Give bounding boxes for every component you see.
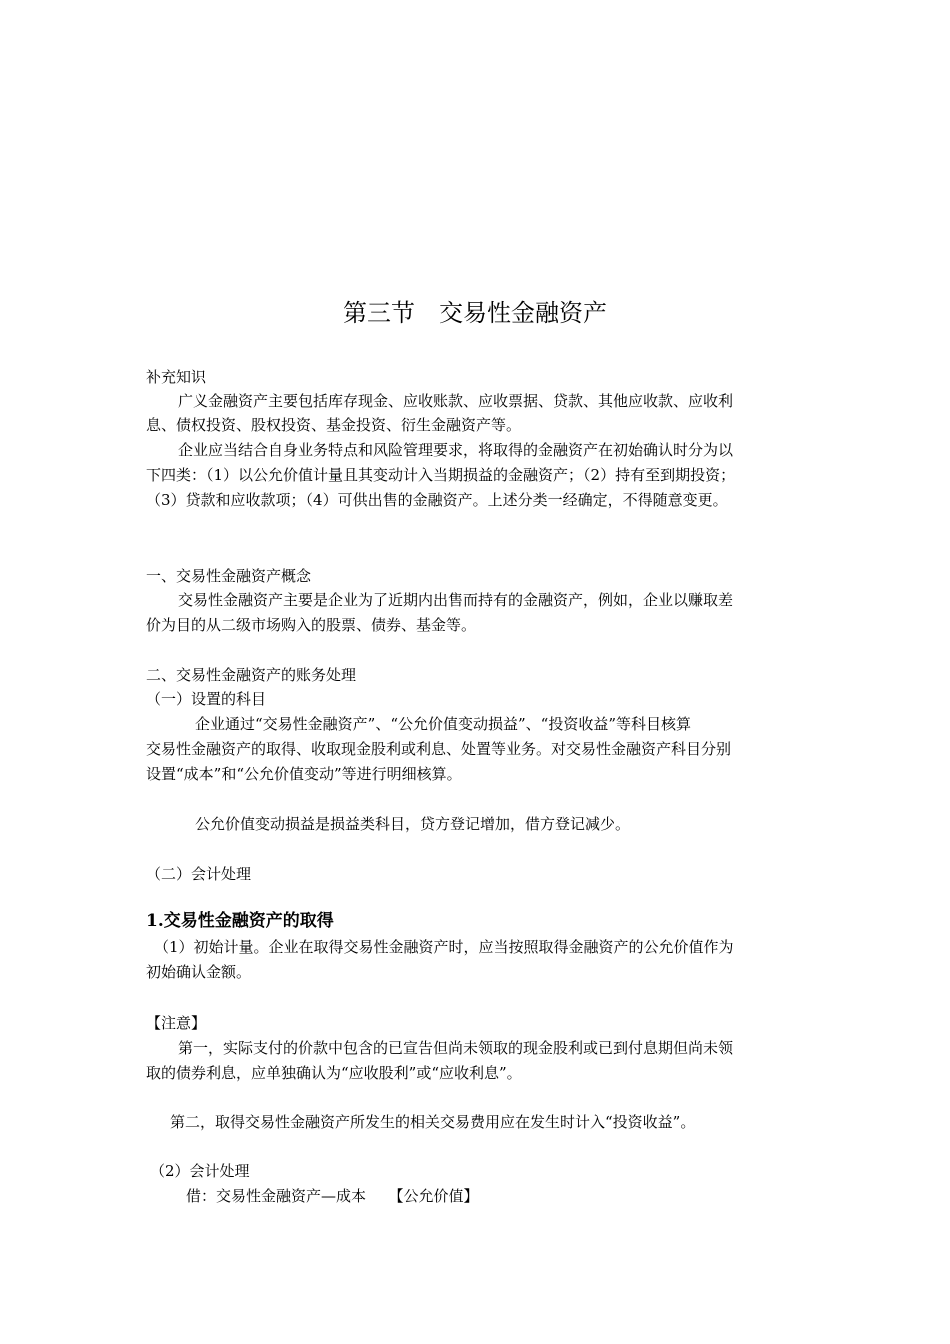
supplement-p1-line2: 息、债权投资、股权投资、基金投资、衍生金融资产等。	[146, 416, 522, 434]
section2-heading: 二、交易性金融资产的账务处理	[146, 666, 357, 684]
sub1-line3: 设置“成本”和“公允价值变动”等进行明细核算。	[146, 765, 462, 783]
supplement-p2-line3: （3）贷款和应收款项；（4）可供出售的金融资产。上述分类一经确定，不得随意变更。	[146, 491, 728, 509]
sub1-heading: （一）设置的科目	[146, 690, 267, 708]
section1-line2: 价为目的从二级市场购入的股票、债券、基金等。	[146, 616, 477, 634]
supplement-p2-line1: 企业应当结合自身业务特点和风险管理要求，将取得的金融资产在初始确认时分为以	[178, 441, 734, 459]
first-line2: 取的债券利息，应单独确认为“应收股利”或“应收利息”。	[146, 1064, 522, 1082]
accounting-heading: （2）会计处理	[150, 1162, 250, 1180]
second-line: 第二，取得交易性金融资产所发生的相关交易费用应在发生时计入“投资收益”。	[170, 1113, 696, 1131]
supplement-heading: 补充知识	[146, 368, 207, 386]
sub1-line1: 企业通过“交易性金融资产”、“公允价值变动损益”、“投资收益”等科目核算	[195, 715, 692, 733]
supplement-p1-line1: 广义金融资产主要包括库存现金、应收账款、应收票据、贷款、其他应收款、应收利	[178, 392, 734, 410]
journal-entry: 借：交易性金融资产—成本 【公允价值】	[186, 1187, 479, 1205]
initial-line1: （1）初始计量。企业在取得交易性金融资产时，应当按照取得金融资产的公允价值作为	[154, 938, 734, 956]
page-title: 第三节 交易性金融资产	[343, 299, 607, 327]
initial-line2: 初始确认金额。	[146, 963, 252, 981]
sub2-heading: （二）会计处理	[146, 865, 252, 883]
supplement-p2-line2: 下四类：（1）以公允价值计量且其变动计入当期损益的金融资产；（2）持有至到期投资；	[146, 466, 736, 484]
acquisition-heading: 1.交易性金融资产的取得	[146, 911, 334, 931]
attention-label: 【注意】	[146, 1014, 207, 1032]
first-line1: 第一，实际支付的价款中包含的已宣告但尚未领取的现金股利或已到付息期但尚未领	[178, 1039, 734, 1057]
sub1-note: 公允价值变动损益是损益类科目，贷方登记增加，借方登记减少。	[195, 815, 631, 833]
section1-line1: 交易性金融资产主要是企业为了近期内出售而持有的金融资产，例如，企业以赚取差	[178, 591, 734, 609]
section1-heading: 一、交易性金融资产概念	[146, 567, 312, 585]
sub1-line2: 交易性金融资产的取得、收取现金股利或利息、处置等业务。对交易性金融资产科目分别	[146, 740, 732, 758]
